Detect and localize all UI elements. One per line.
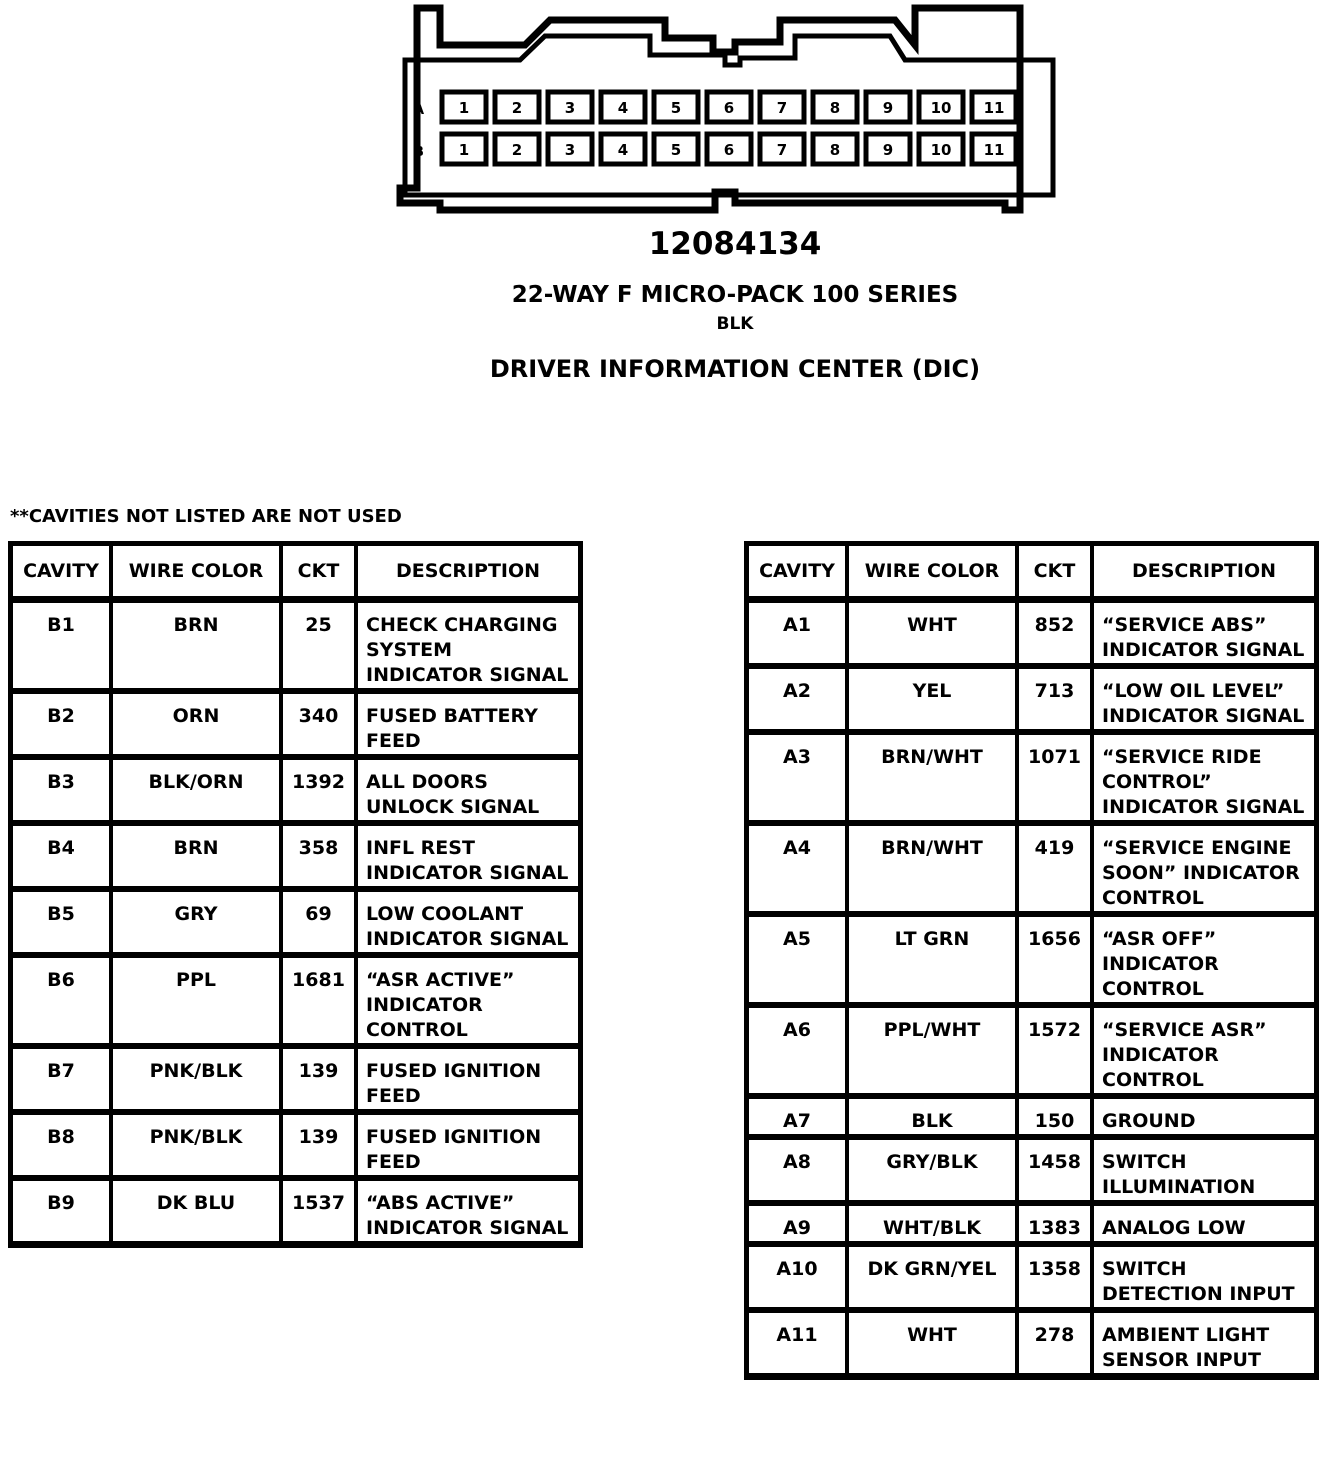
wire-color-cell: PPL xyxy=(111,956,281,1047)
pin-number: 2 xyxy=(511,99,523,117)
cavity-cell: A11 xyxy=(747,1311,847,1377)
header-wire-color: WIRE COLOR xyxy=(847,544,1017,601)
cavity-cell: A9 xyxy=(747,1204,847,1245)
pin-number: 9 xyxy=(882,141,894,159)
description-cell: “SERVICE RIDE CONTROL” INDICATOR SIGNAL xyxy=(1092,733,1316,824)
circuit-cell: 852 xyxy=(1017,601,1092,667)
cavity-cell: A4 xyxy=(747,824,847,915)
circuit-cell: 1656 xyxy=(1017,915,1092,1006)
circuit-cell: 139 xyxy=(281,1113,356,1179)
circuit-cell: 69 xyxy=(281,890,356,956)
pin-number: 8 xyxy=(829,141,841,159)
circuit-cell: 1358 xyxy=(1017,1245,1092,1311)
table-row xyxy=(747,1097,1316,1138)
wire-color-cell: GRY/BLK xyxy=(847,1138,1017,1204)
wire-color-cell: WHT/BLK xyxy=(847,1204,1017,1245)
part-number: 12084134 xyxy=(648,226,822,262)
cavity-cell: B6 xyxy=(11,956,111,1047)
circuit-cell: 358 xyxy=(281,824,356,890)
table-row xyxy=(747,601,1316,667)
wire-color-cell: WHT xyxy=(847,601,1017,667)
cavity-cell: B1 xyxy=(11,601,111,692)
connector-face-diagram xyxy=(395,0,1065,220)
pin-number: 2 xyxy=(511,141,523,159)
cavity-cell: A10 xyxy=(747,1245,847,1311)
description-cell: “SERVICE ABS” INDICATOR SIGNAL xyxy=(1092,601,1316,667)
pin-number: 5 xyxy=(670,141,682,159)
pin-number: 11 xyxy=(983,99,1005,117)
pin-number: 3 xyxy=(564,99,576,117)
table-row xyxy=(11,824,580,890)
description-cell: “SERVICE ENGINE SOON” INDICATOR CONTROL xyxy=(1092,824,1316,915)
pinout-table-row-b xyxy=(8,541,583,1248)
pin-number: 4 xyxy=(617,99,629,117)
cavity-cell: B2 xyxy=(11,692,111,758)
header-ckt: CKT xyxy=(1017,544,1092,601)
cavity-cell: B3 xyxy=(11,758,111,824)
table-header-row xyxy=(11,544,580,601)
wire-color-cell: WHT xyxy=(847,1311,1017,1377)
cavity-cell: B8 xyxy=(11,1113,111,1179)
description-cell: FUSED IGNITION FEED xyxy=(356,1113,580,1179)
table-row xyxy=(747,1311,1316,1377)
unused-cavities-note: **CAVITIES NOT LISTED ARE NOT USED xyxy=(10,506,402,527)
wire-color-cell: DK BLU xyxy=(111,1179,281,1245)
description-cell: LOW COOLANT INDICATOR SIGNAL xyxy=(356,890,580,956)
cavity-cell: B4 xyxy=(11,824,111,890)
pinout-table-row-a xyxy=(744,541,1319,1380)
pin-number: 5 xyxy=(670,99,682,117)
pin-number: 7 xyxy=(776,141,788,159)
pin-number: 11 xyxy=(983,141,1005,159)
header-description: DESCRIPTION xyxy=(1092,544,1316,601)
cavity-cell: B9 xyxy=(11,1179,111,1245)
pin-number: 3 xyxy=(564,141,576,159)
wire-color-cell: BRN/WHT xyxy=(847,824,1017,915)
pin-number: 1 xyxy=(458,141,470,159)
circuit-cell: 1681 xyxy=(281,956,356,1047)
description-cell: “SERVICE ASR” INDICATOR CONTROL xyxy=(1092,1006,1316,1097)
header-cavity: CAVITY xyxy=(11,544,111,601)
table-row xyxy=(11,956,580,1047)
wire-color-cell: ORN xyxy=(111,692,281,758)
table-row xyxy=(11,758,580,824)
row-label-b: B xyxy=(414,145,424,160)
table-header-row xyxy=(747,544,1316,601)
description-cell: SWITCH ILLUMINATION xyxy=(1092,1138,1316,1204)
pin-number: 8 xyxy=(829,99,841,117)
circuit-cell: 1458 xyxy=(1017,1138,1092,1204)
cavity-cell: A7 xyxy=(747,1097,847,1138)
cavity-cell: B7 xyxy=(11,1047,111,1113)
table-row xyxy=(11,890,580,956)
circuit-cell: 1392 xyxy=(281,758,356,824)
table-row xyxy=(747,1204,1316,1245)
circuit-cell: 278 xyxy=(1017,1311,1092,1377)
header-description: DESCRIPTION xyxy=(356,544,580,601)
table-row xyxy=(11,1047,580,1113)
circuit-cell: 150 xyxy=(1017,1097,1092,1138)
table-row xyxy=(11,601,580,692)
table-row xyxy=(11,692,580,758)
table-row xyxy=(747,915,1316,1006)
circuit-cell: 419 xyxy=(1017,824,1092,915)
wire-color-cell: PNK/BLK xyxy=(111,1047,281,1113)
table-row xyxy=(11,1113,580,1179)
description-cell: FUSED BATTERY FEED xyxy=(356,692,580,758)
wire-color-cell: BRN xyxy=(111,601,281,692)
table-row xyxy=(747,1245,1316,1311)
wire-color-cell: PNK/BLK xyxy=(111,1113,281,1179)
wire-color-cell: BRN xyxy=(111,824,281,890)
wire-color-cell: PPL/WHT xyxy=(847,1006,1017,1097)
header-wire-color: WIRE COLOR xyxy=(111,544,281,601)
description-cell: ALL DOORS UNLOCK SIGNAL xyxy=(356,758,580,824)
pin-number: 4 xyxy=(617,141,629,159)
pin-number: 6 xyxy=(723,141,735,159)
cavity-cell: A8 xyxy=(747,1138,847,1204)
circuit-cell: 713 xyxy=(1017,667,1092,733)
wire-color-cell: GRY xyxy=(111,890,281,956)
connector-color: BLK xyxy=(716,314,754,334)
cavity-cell: A5 xyxy=(747,915,847,1006)
circuit-cell: 340 xyxy=(281,692,356,758)
description-cell: ANALOG LOW xyxy=(1092,1204,1316,1245)
description-cell: GROUND xyxy=(1092,1097,1316,1138)
circuit-cell: 1537 xyxy=(281,1179,356,1245)
header-cavity: CAVITY xyxy=(747,544,847,601)
pin-number: 10 xyxy=(930,99,952,117)
cavity-cell: A2 xyxy=(747,667,847,733)
circuit-cell: 1071 xyxy=(1017,733,1092,824)
table-row xyxy=(747,1138,1316,1204)
description-cell: “ASR OFF” INDICATOR CONTROL xyxy=(1092,915,1316,1006)
wire-color-cell: BRN/WHT xyxy=(847,733,1017,824)
circuit-cell: 1572 xyxy=(1017,1006,1092,1097)
circuit-cell: 25 xyxy=(281,601,356,692)
component-name: DRIVER INFORMATION CENTER (DIC) xyxy=(489,355,981,383)
pin-number: 9 xyxy=(882,99,894,117)
table-row xyxy=(747,733,1316,824)
cavity-cell: A3 xyxy=(747,733,847,824)
table-row xyxy=(747,824,1316,915)
table-row xyxy=(11,1179,580,1245)
pin-number: 7 xyxy=(776,99,788,117)
pin-number: 6 xyxy=(723,99,735,117)
description-cell: CHECK CHARGING SYSTEM INDICATOR SIGNAL xyxy=(356,601,580,692)
wire-color-cell: BLK/ORN xyxy=(111,758,281,824)
cavity-cell: B5 xyxy=(11,890,111,956)
wire-color-cell: DK GRN/YEL xyxy=(847,1245,1017,1311)
pin-number: 1 xyxy=(458,99,470,117)
row-label-a: A xyxy=(414,103,425,118)
cavity-cell: A1 xyxy=(747,601,847,667)
pin-number: 10 xyxy=(930,141,952,159)
header-ckt: CKT xyxy=(281,544,356,601)
circuit-cell: 1383 xyxy=(1017,1204,1092,1245)
description-cell: “LOW OIL LEVEL” INDICATOR SIGNAL xyxy=(1092,667,1316,733)
connector-type: 22-WAY F MICRO-PACK 100 SERIES xyxy=(511,282,959,308)
description-cell: SWITCH DETECTION INPUT xyxy=(1092,1245,1316,1311)
table-row xyxy=(747,667,1316,733)
description-cell: “ABS ACTIVE” INDICATOR SIGNAL xyxy=(356,1179,580,1245)
description-cell: “ASR ACTIVE” INDICATOR CONTROL xyxy=(356,956,580,1047)
wire-color-cell: YEL xyxy=(847,667,1017,733)
description-cell: AMBIENT LIGHT SENSOR INPUT xyxy=(1092,1311,1316,1377)
cavity-cell: A6 xyxy=(747,1006,847,1097)
wire-color-cell: BLK xyxy=(847,1097,1017,1138)
circuit-cell: 139 xyxy=(281,1047,356,1113)
description-cell: INFL REST INDICATOR SIGNAL xyxy=(356,824,580,890)
wire-color-cell: LT GRN xyxy=(847,915,1017,1006)
table-row xyxy=(747,1006,1316,1097)
description-cell: FUSED IGNITION FEED xyxy=(356,1047,580,1113)
